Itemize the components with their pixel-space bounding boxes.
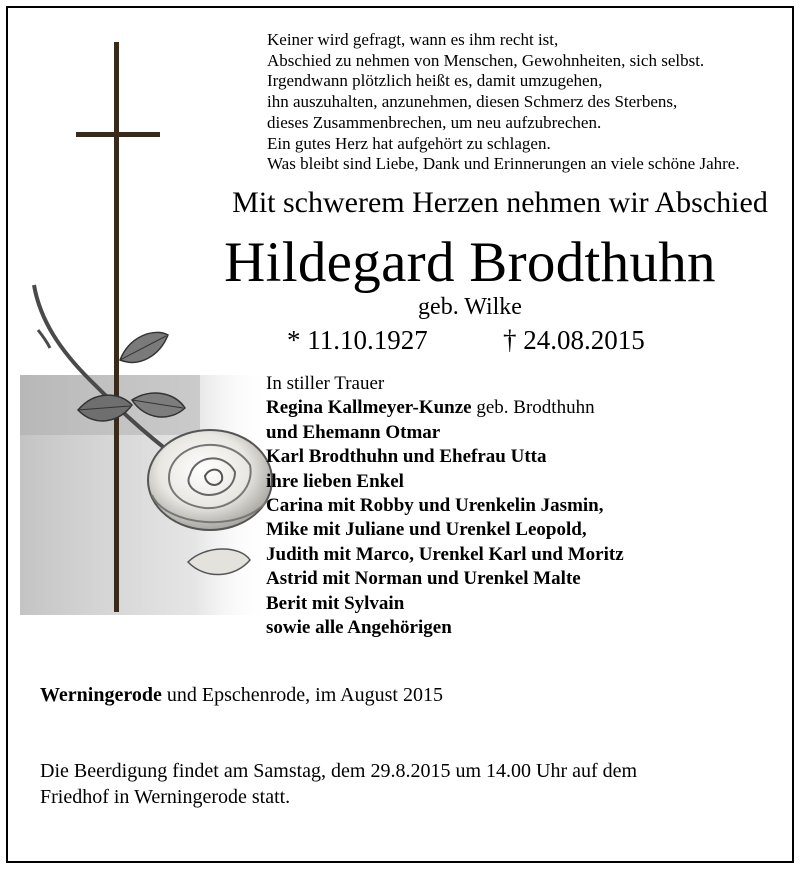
mourner-line: sowie alle Angehörigen [266, 617, 452, 639]
mourner-line: Berit mit Sylvain [266, 592, 405, 614]
poem-line: Irgendwann plötzlich heißt es, damit umzugehen, [267, 71, 603, 91]
mourner-name: Regina Kallmeyer-Kunze [266, 397, 472, 419]
poem-line: Abschied zu nehmen von Menschen, Gewohnheiten, sich selbst. [267, 50, 705, 70]
mourner-line: und Ehemann Otmar [266, 421, 441, 443]
place-name: Werningerode [40, 684, 162, 706]
mourner-line: Karl Brodthuhn und Ehefrau Utta [266, 446, 547, 468]
mourner-suffix: geb. Brodthuhn [471, 397, 595, 419]
mourners-list [266, 372, 624, 640]
rose [148, 430, 272, 530]
cross-vertical [114, 42, 119, 612]
mourners-intro: In stiller Trauer [266, 373, 385, 394]
farewell-heading: Mit schwerem Herzen nehmen wir Abschied [232, 186, 768, 219]
poem [267, 30, 787, 175]
poem-line: dieses Zusammenbrechen, um neu aufzubrechen. [267, 112, 602, 132]
poem-line: Ein gutes Herz hat aufgehört zu schlagen. [267, 133, 551, 153]
poem-line: ihn auszuhalten, anzunehmen, diesen Schmerz des Sterbens, [267, 92, 678, 112]
mourner-line: Mike mit Juliane und Urenkel Leopold, [266, 519, 587, 541]
mourner-line: Carina mit Robby und Urenkelin Jasmin, [266, 495, 604, 517]
poem-line: Was bleibt sind Liebe, Dank und Erinnerungen an viele schöne Jahre. [267, 154, 740, 174]
maiden-name: geb. Wilke [418, 294, 522, 320]
place-date-line [40, 684, 443, 707]
mourner-line: Judith mit Marco, Urenkel Karl und Moritz [266, 543, 624, 565]
mourner-line [266, 396, 624, 420]
deceased-name: Hildegard Brodthuhn [224, 231, 716, 294]
birth-date: * 11.10.1927 [287, 325, 428, 355]
poem-line: Keiner wird gefragt, wann es ihm recht ist, [267, 30, 559, 49]
funeral-line: Die Beerdigung findet am Samstag, dem 29.8.2015 um 14.00 Uhr auf dem [40, 760, 638, 782]
death-date: † 24.08.2015 [503, 325, 645, 355]
mourner-line: Astrid mit Norman und Urenkel Malte [266, 568, 581, 590]
mourner-line: ihre lieben Enkel [266, 470, 404, 492]
funeral-notice [40, 758, 637, 810]
place-rest: und Epschenrode, im August 2015 [161, 684, 443, 706]
funeral-line: Friedhof in Werningerode statt. [40, 786, 291, 808]
cross-horizontal [76, 132, 160, 137]
cross-rose-illustration [20, 30, 280, 630]
